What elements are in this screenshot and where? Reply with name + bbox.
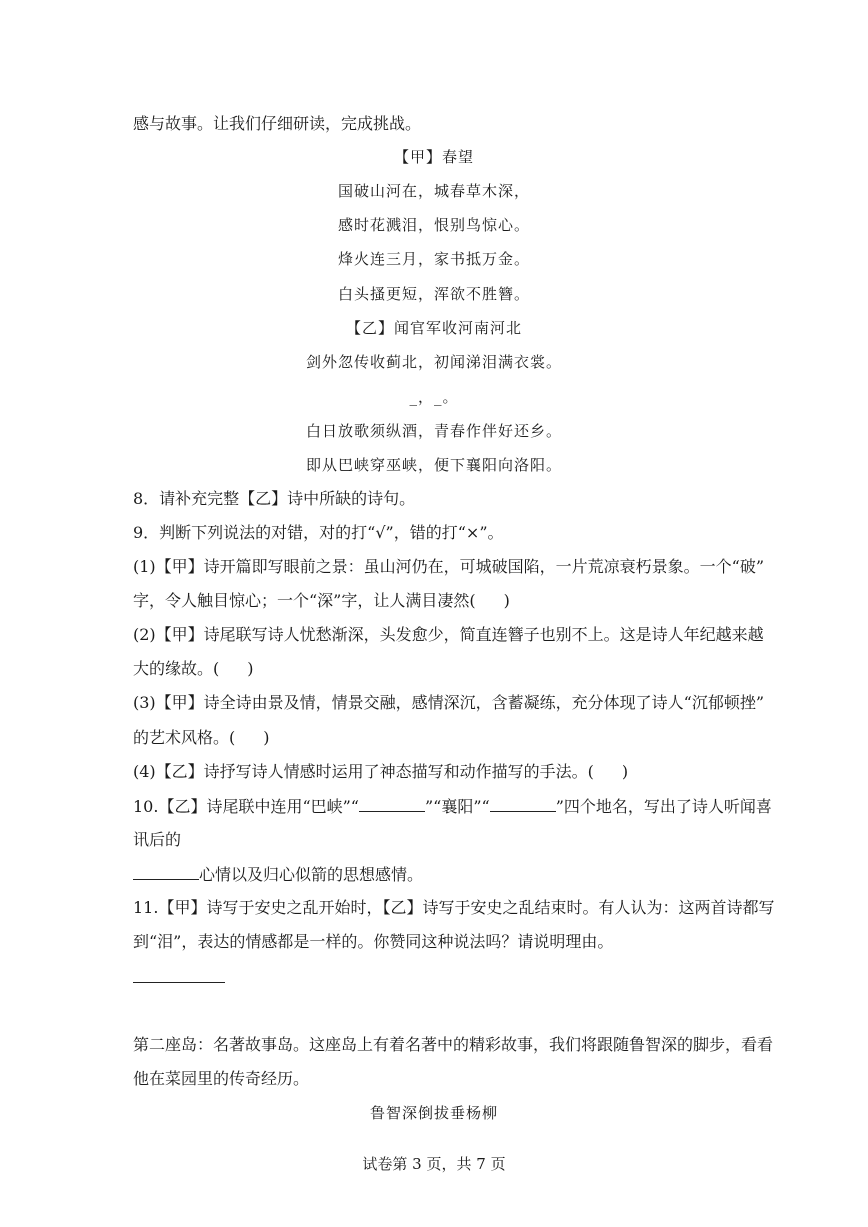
question-10-line-2: 讯后的 bbox=[133, 830, 182, 849]
poem-jia-title: 【甲】春望 bbox=[393, 148, 474, 166]
answer-blank-10-place-1[interactable] bbox=[359, 795, 425, 812]
question-9-4-close: ) bbox=[621, 762, 629, 781]
section-2-line-1: 第二座岛：名著故事岛。这座岛上有着名著中的精彩故事，我们将跟随鲁智深的脚步，看看 bbox=[133, 1035, 774, 1054]
poem-jia-line-2: 感时花溅泪，恨别鸟惊心。 bbox=[337, 216, 530, 234]
question-11-line-2: 到“泪”，表达的情感都是一样的。你赞同这种说法吗？请说明理由。 bbox=[133, 932, 614, 951]
question-9-3-text: 的艺术风格。( bbox=[133, 728, 236, 747]
question-9-3-line-1: (3)【甲】诗全诗由景及情，情景交融，感情深沉，含蓄凝练，充分体现了诗人“沉郁顿挫” bbox=[133, 693, 765, 712]
poem-jia-line-1: 国破山河在，城春草木深， bbox=[337, 182, 530, 200]
answer-blank-10-mood[interactable] bbox=[133, 863, 199, 880]
question-9-2-text: 大的缘故。( bbox=[133, 659, 220, 678]
poem-yi-title: 【乙】闻官军收河南河北 bbox=[345, 319, 522, 337]
poem-jia-line-3: 烽火连三月，家书抵万金。 bbox=[337, 250, 530, 268]
section-2-title: 鲁智深倒拔垂杨柳 bbox=[369, 1104, 498, 1122]
question-10-part-a: 10.【乙】诗尾联中连用“巴峡”“ bbox=[133, 797, 359, 816]
question-11-line-1: 11.【甲】诗写于安史之乱开始时，【乙】诗写于安史之乱结束时。有人认为：这两首诗都写 bbox=[133, 898, 775, 917]
poem-yi-line-1: 剑外忽传收蓟北，初闻涕泪满衣裳。 bbox=[305, 353, 562, 371]
question-10-part-b: ”“襄阳”“ bbox=[425, 797, 490, 816]
question-9-2-line-1: (2)【甲】诗尾联写诗人忧愁渐深，头发愈少，简直连簪子也别不上。这是诗人年纪越来越 bbox=[133, 625, 764, 644]
page-footer: 试卷第 3 页，共 7 页 bbox=[362, 1155, 506, 1173]
question-9: 9．判断下列说法的对错，对的打“√”，错的打“×”。 bbox=[133, 523, 504, 542]
poem-jia-line-4: 白头搔更短，浑欲不胜簪。 bbox=[337, 285, 530, 303]
question-9-4 bbox=[133, 761, 628, 783]
question-9-1-line-2 bbox=[133, 590, 510, 612]
poem-yi-line-4: 即从巴峡穿巫峡，便下襄阳向洛阳。 bbox=[305, 456, 562, 474]
question-9-1-line-1: (1)【甲】诗开篇即写眼前之景：虽山河仍在，可城破国陷，一片荒凉衰朽景象。一个“破” bbox=[133, 557, 765, 576]
question-10-line-3-text: 心情以及归心似箭的思想感情。 bbox=[199, 865, 424, 884]
answer-line-11[interactable] bbox=[133, 982, 225, 983]
question-9-1-text: 字，令人触目惊心；一个“深”字，让人满目凄然( bbox=[133, 591, 476, 610]
question-10-line-1 bbox=[133, 795, 772, 818]
answer-blank-10-place-2[interactable] bbox=[490, 795, 556, 812]
poem-yi-line-3: 白日放歌须纵酒，青春作伴好还乡。 bbox=[305, 422, 562, 440]
question-10-part-c: ”四个地名，写出了诗人听闻喜 bbox=[555, 797, 772, 816]
section-2-line-2: 他在菜园里的传奇经历。 bbox=[133, 1069, 310, 1088]
question-9-4-text: (4)【乙】诗抒写诗人情感时运用了神态描写和动作描写的手法。( bbox=[133, 762, 594, 781]
question-9-3-close: ) bbox=[263, 728, 270, 747]
question-9-2-close: ) bbox=[247, 659, 254, 678]
question-9-1-close: ) bbox=[503, 591, 510, 610]
question-9-2-line-2 bbox=[133, 658, 254, 680]
question-9-3-line-2 bbox=[133, 727, 270, 749]
intro-text: 感与故事。让我们仔细研读，完成挑战。 bbox=[133, 114, 422, 133]
question-10-line-3 bbox=[133, 863, 423, 886]
poem-yi-missing-line: _，_。 bbox=[409, 388, 459, 406]
question-8: 8．请补充完整【乙】诗中所缺的诗句。 bbox=[133, 489, 416, 508]
